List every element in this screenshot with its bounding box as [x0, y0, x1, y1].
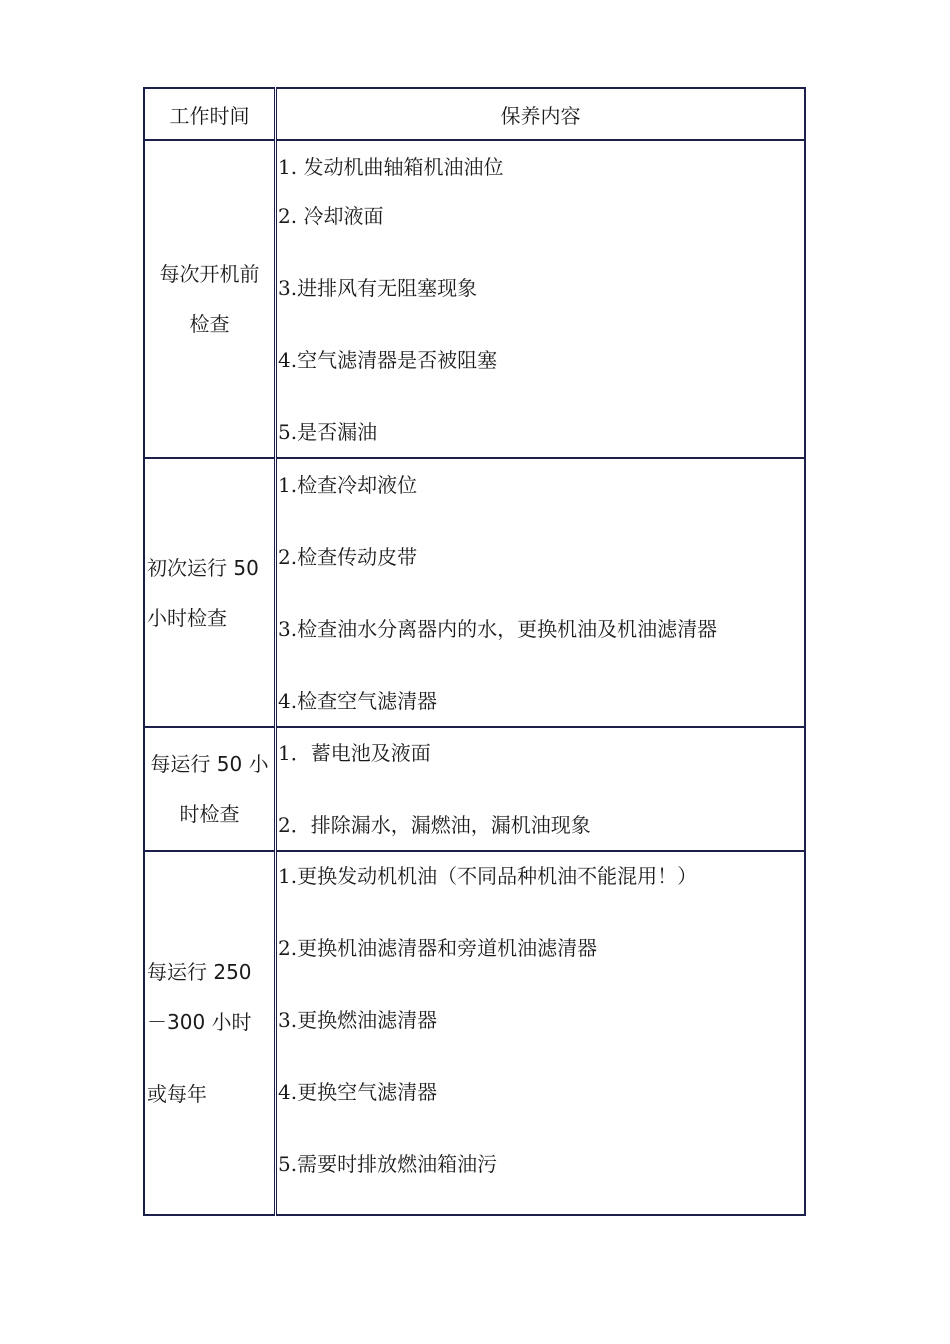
list-item: 5.是否漏油 — [278, 420, 378, 444]
list-item: 2. 冷却液面 — [278, 204, 384, 228]
list-item: 1．蓄电池及液面 — [278, 741, 431, 765]
time-text — [145, 249, 274, 349]
list-item: 2．排除漏水，漏燃油，漏机油现象 — [278, 813, 591, 837]
time-line: 每次开机前 — [159, 262, 260, 286]
table-row — [144, 140, 805, 458]
time-cell — [144, 851, 276, 1215]
list-item: 4.检查空气滤清器 — [278, 688, 438, 713]
content-cell — [276, 458, 806, 727]
list-item: 2.检查传动皮带 — [278, 544, 418, 569]
content-cell — [276, 851, 806, 1215]
time-line: 检查 — [189, 312, 230, 336]
list-item: 5.需要时排放燃油箱油污 — [278, 1152, 498, 1176]
time-text — [145, 543, 274, 643]
content-cell — [276, 140, 806, 458]
table-row — [144, 458, 805, 727]
list-item: 3.更换燃油滤清器 — [278, 1008, 438, 1032]
time-line: 每运行 250 — [147, 960, 252, 984]
time-line: －300 小时 — [147, 1010, 252, 1034]
list-item: 2.更换机油滤清器和旁道机油滤清器 — [278, 936, 598, 960]
table-row — [144, 851, 805, 1215]
list-item: 1. 发动机曲轴箱机油油位 — [278, 155, 504, 179]
item-list — [277, 463, 804, 723]
maintenance-schedule — [143, 87, 806, 1216]
header-work-time: 工作时间 — [144, 88, 276, 140]
time-line: 初次运行 50 — [147, 555, 259, 580]
time-line: 小时检查 — [147, 605, 227, 630]
time-cell — [144, 140, 276, 458]
item-list — [277, 854, 804, 1212]
table-row — [144, 727, 805, 851]
list-item: 1.更换发动机机油（不同品种机油不能混用！） — [278, 864, 698, 888]
maintenance-table — [143, 87, 806, 1216]
list-item: 4.更换空气滤清器 — [278, 1080, 438, 1104]
time-cell — [144, 458, 276, 727]
item-list — [277, 735, 804, 843]
time-line: 时检查 — [179, 802, 240, 826]
list-item: 3.进排风有无阻塞现象 — [278, 276, 478, 300]
time-line: 每运行 50 小 — [150, 752, 269, 776]
list-item: 4.空气滤清器是否被阻塞 — [278, 348, 498, 372]
time-line: 或每年 — [147, 1082, 207, 1106]
table-header-row — [144, 88, 805, 140]
time-text — [145, 947, 274, 1119]
list-item: 3.检查油水分离器内的水，更换机油及机油滤清器 — [278, 616, 718, 641]
content-cell — [276, 727, 806, 851]
header-maintenance-content: 保养内容 — [276, 88, 806, 140]
time-text — [145, 739, 274, 839]
list-item: 1.检查冷却液位 — [278, 472, 418, 497]
item-list — [277, 144, 804, 454]
time-cell — [144, 727, 276, 851]
